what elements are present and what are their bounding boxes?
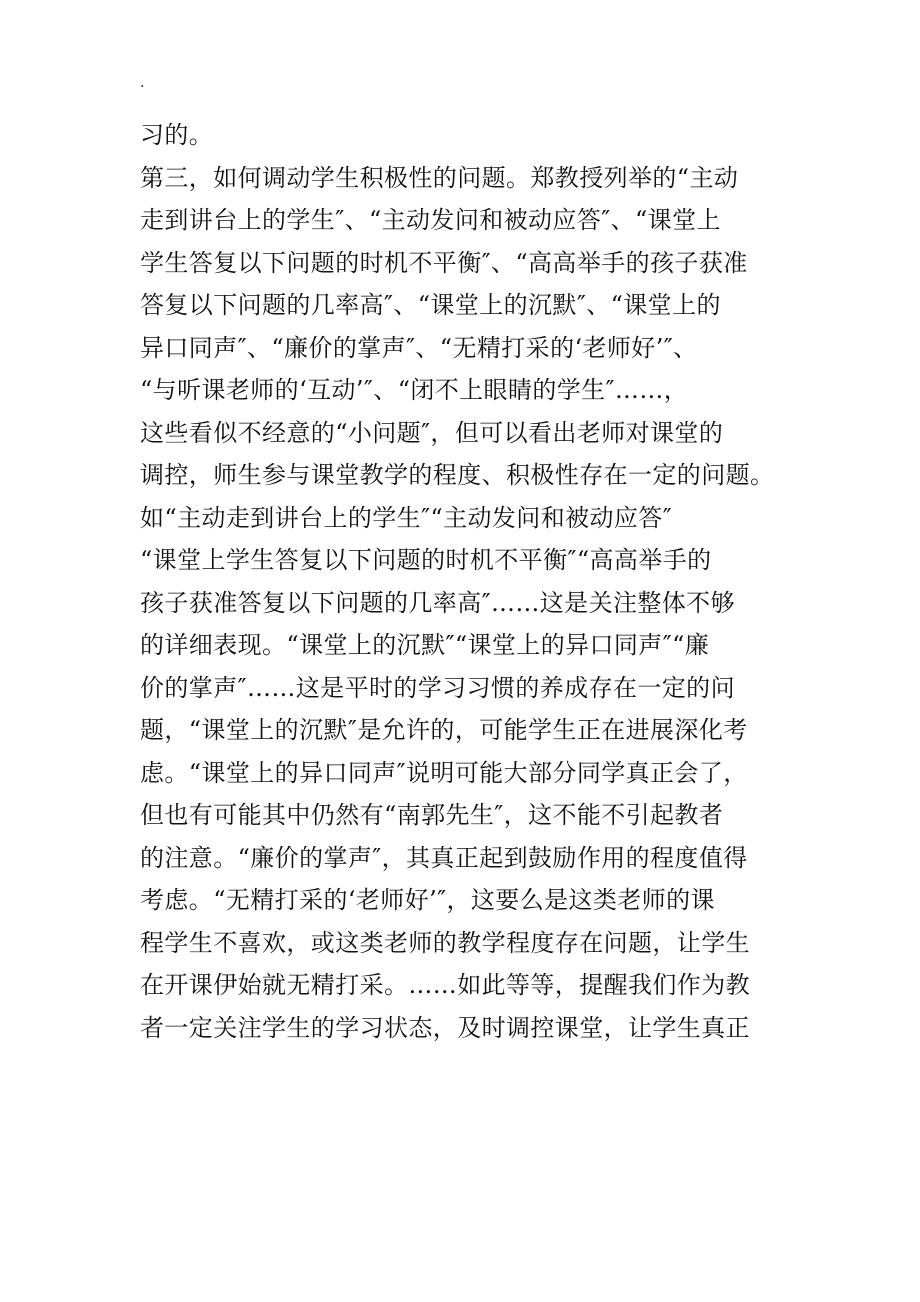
text-line: 习的。 xyxy=(140,121,214,149)
header-marker: . xyxy=(140,75,145,91)
text-line: 的注意。“廉价的掌声″，其真正起到鼓励作用的程度值得 xyxy=(140,843,748,872)
text-line: 但也有可能其中仍然有“南郭先生″，这不能不引起教者 xyxy=(140,801,724,829)
text-line: 题，“课堂上的沉默″是允许的，可能学生正在进展深化考 xyxy=(140,716,748,744)
text-line: 孩子获准答复以下问题的几率高″……这是关注整体不够 xyxy=(140,588,735,617)
text-line: 如“主动走到讲台上的学生″“主动发问和被动应答″ xyxy=(140,503,673,532)
text-line: 的详细表现。“课堂上的沉默″“课堂上的异口同声″“廉 xyxy=(140,631,710,659)
text-line: 学生答复以下问题的时机不平衡″、“高高举手的孩子获准 xyxy=(140,248,748,277)
text-line: 调控，师生参与课堂教学的程度、积极性存在一定的问题。 xyxy=(140,461,775,489)
text-line: 异口同声″、“廉价的掌声″、“无精打采的‘老师好’″、 xyxy=(140,333,698,362)
text-line: 第三，如何调动学生积极性的问题。郑教授列举的“主动 xyxy=(140,163,739,192)
text-line: “与听课老师的‘互动’″、“闭不上眼睛的学生″……， xyxy=(140,376,689,404)
text-line: 这些看似不经意的“小问题″，但可以看出老师对课堂的 xyxy=(140,418,724,447)
text-line: 答复以下问题的几率高″、“课堂上的沉默″、“课堂上的 xyxy=(140,291,721,319)
text-line: 者一定关注学生的学习状态，及时调控课堂，让学生真正 xyxy=(140,1013,750,1042)
body-text xyxy=(140,114,780,1049)
text-line: 程学生不喜欢，或这类老师的教学程度存在问题，让学生 xyxy=(140,928,750,957)
text-line: 价的掌声″……这是平时的学习习惯的养成存在一定的问 xyxy=(140,673,735,702)
text-line: “课堂上学生答复以下问题的时机不平衡″“高高举手的 xyxy=(140,546,712,574)
text-line: 在开课伊始就无精打采。……如此等等，提醒我们作为教 xyxy=(140,971,750,999)
text-line: 考虑。“无精打采的‘老师好’″，这要么是这类老师的课 xyxy=(140,886,715,914)
text-line: 走到讲台上的学生″、“主动发问和被动应答″、“课堂上 xyxy=(140,206,721,234)
text-line: 虑。“课堂上的异口同声″说明可能大部分同学真正会了， xyxy=(140,758,748,787)
